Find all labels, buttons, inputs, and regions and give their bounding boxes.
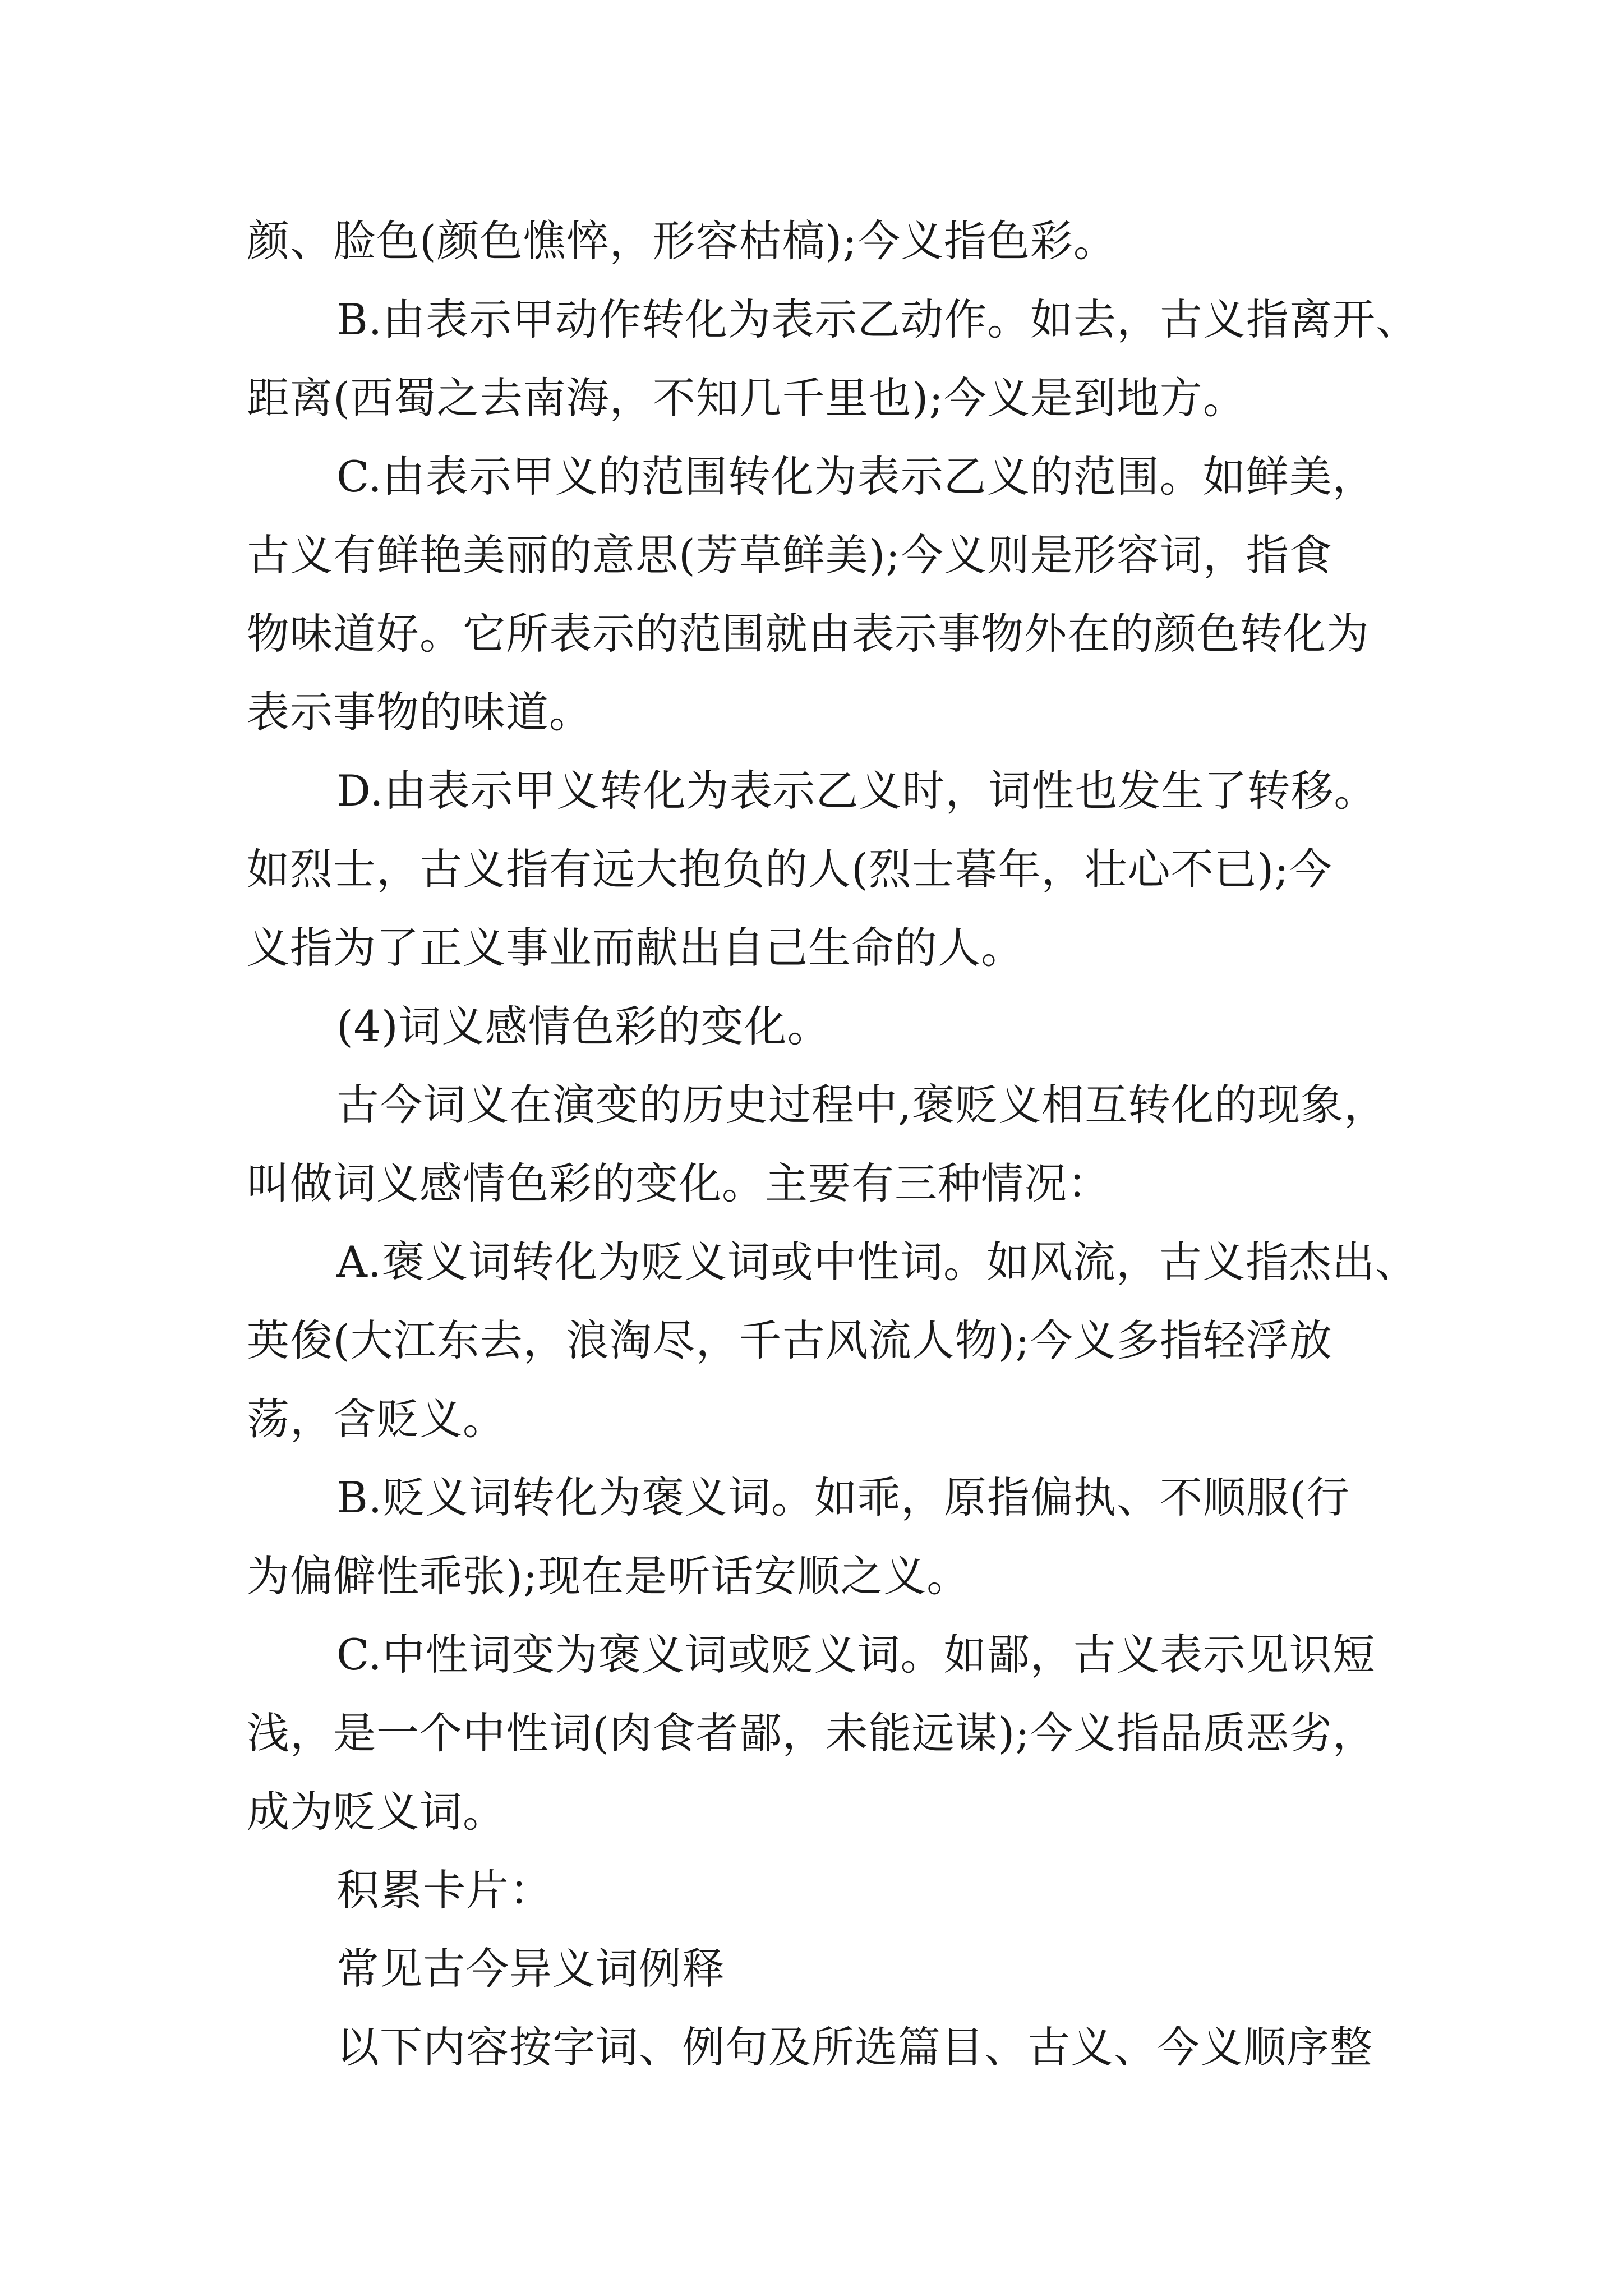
text-line: 义指为了正义事业而献出自己生命的人。 [247,923,1024,973]
section-heading: (4)词义感情色彩的变化。 [336,1001,831,1051]
text-line: 如烈士，古义指有远大抱负的人(烈士暮年，壮心不已);今 [247,844,1332,894]
text-line: B.由表示甲动作转化为表示乙动作。如去，古义指离开、 [336,295,1419,344]
text-line: 浅，是一个中性词(肉食者鄙，未能远谋);今义指品质恶劣， [247,1708,1376,1758]
text-line: 距离(西蜀之去南海，不知几千里也);今义是到地方。 [247,373,1246,423]
text-line: 荡，含贬义。 [247,1394,506,1444]
text-line: 物味道好。它所表示的范围就由表示事物外在的颜色转化为 [247,609,1370,659]
text-line: 表示事物的味道。 [247,687,592,737]
text-line: 古义有鲜艳美丽的意思(芳草鲜美);今义则是形容词，指食 [247,530,1332,580]
text-line: C.中性词变为褒义词或贬义词。如鄙，古义表示见识短 [336,1630,1376,1680]
text-line: 古今词义在演变的历史过程中,褒贬义相互转化的现象， [336,1080,1387,1130]
text-line: 颜、脸色(颜色憔悴，形容枯槁);今义指色彩。 [247,216,1117,266]
text-line: 为偏僻性乖张);现在是听话安顺之义。 [247,1551,970,1601]
text-line: 成为贬义词。 [247,1787,506,1837]
text-line: 英俊(大江东去，浪淘尽，千古风流人物);今义多指轻浮放 [247,1315,1332,1365]
text-line: B.贬义词转化为褒义词。如乖，原指偏执、不顺服(行 [336,1473,1350,1522]
text-line: D.由表示甲义转化为表示乙义时，词性也发生了转移。 [336,766,1377,816]
text-line: 以下内容按字词、例句及所选篇目、古义、今义顺序整 [336,2022,1373,2072]
text-line: C.由表示甲义的范围转化为表示乙义的范围。如鲜美， [336,452,1376,501]
card-title: 常见古今异义词例释 [336,1944,725,1994]
text-line: A.褒义词转化为贬义词或中性词。如风流，古义指杰出、 [336,1237,1419,1287]
text-line: 叫做词义感情色彩的变化。主要有三种情况： [247,1158,1110,1208]
card-heading: 积累卡片： [336,1865,552,1915]
